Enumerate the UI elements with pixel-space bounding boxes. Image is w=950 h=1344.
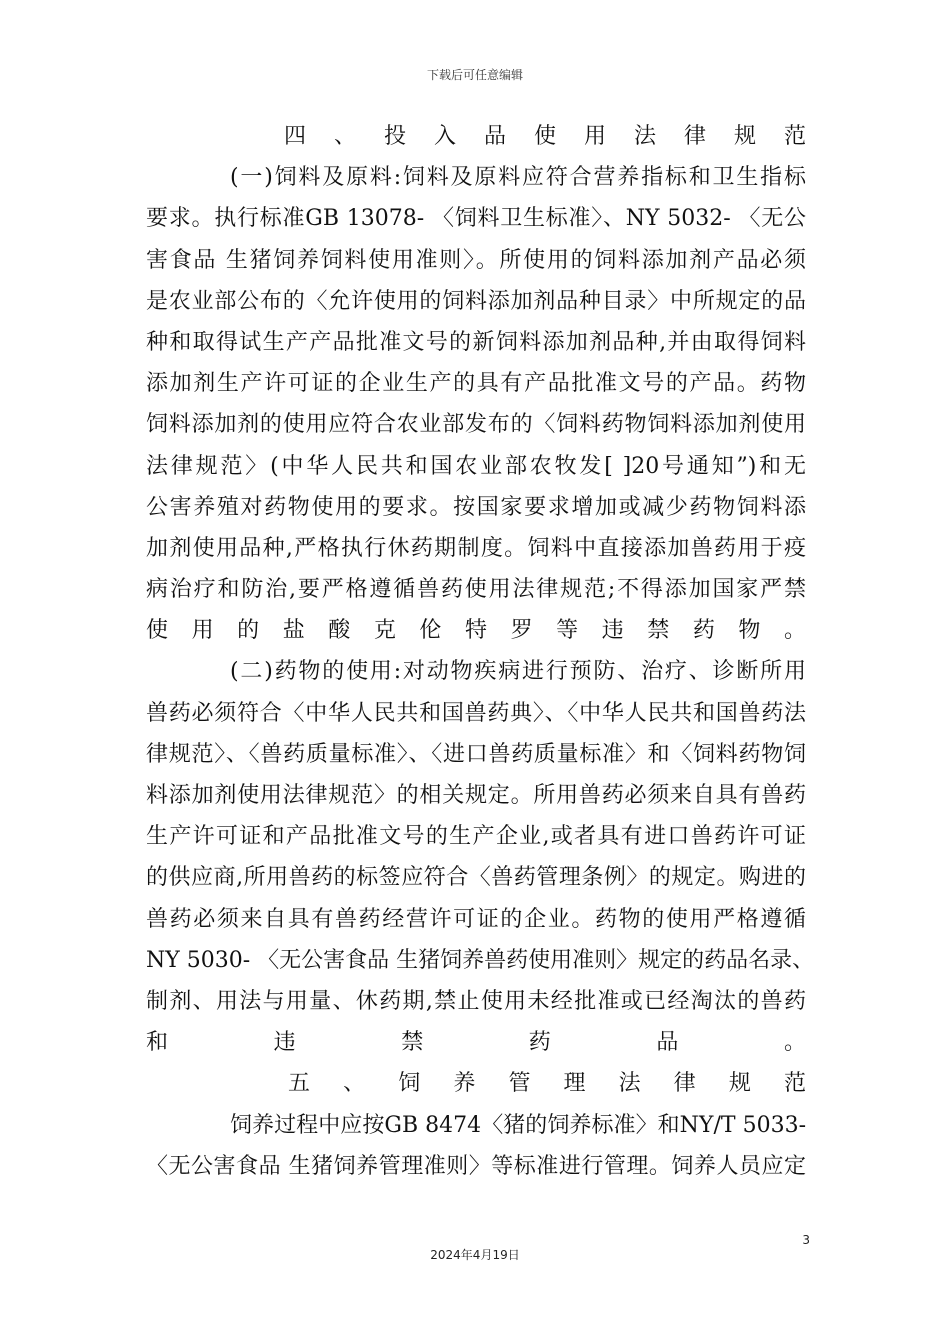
paragraph-line: (一)饲料及原料:饲料及原料应符合营养指标和卫生指标 <box>230 165 806 191</box>
page-footer-date: 2024年4月19日 <box>430 1248 520 1262</box>
paragraph-line: (二)药物的使用:对动物疾病进行预防、治疗、诊断所用 <box>230 659 806 685</box>
paragraph-line: 病治疗和防治,要严格遵循兽药使用法律规范;不得添加国家严禁 <box>146 577 806 603</box>
paragraph-line: 害食品 生猪饲养饲料使用准则〉。所使用的饲料添加剂产品必须 <box>146 247 806 273</box>
paragraph-line: 饲料添加剂的使用应符合农业部发布的〈饲料药物饲料添加剂使用 <box>146 412 806 438</box>
paragraph-line: 种和取得试生产产品批准文号的新饲料添加剂品种,并由取得饲料 <box>146 329 806 355</box>
page-header: 下载后可任意编辑 <box>426 68 523 82</box>
section-heading-4: 四 、 投 入 品 使 用 法 律 规 范 <box>284 124 806 149</box>
paragraph-line: 〈无公害食品 生猪饲养管理准则〉等标准进行管理。饲养人员应定 <box>146 1153 806 1179</box>
paragraph-line: 要求。执行标准GB 13078- 〈饲料卫生标准〉、NY 5032- 〈无公 <box>146 206 806 232</box>
paragraph-line: 饲养过程中应按GB 8474〈猪的饲养标准〉和NY/T 5033- <box>230 1112 806 1138</box>
page-number: 3 <box>802 1233 810 1247</box>
paragraph-line: 兽药必须符合〈中华人民共和国兽药典〉、〈中华人民共和国兽药法 <box>146 700 806 726</box>
paragraph-line: 制剂、用法与用量、休药期,禁止使用未经批准或已经淘汰的兽药 <box>146 988 806 1014</box>
paragraph-line: 法律规范〉(中华人民共和国农业部农牧发[ ]20号通知”)和无 <box>146 453 806 479</box>
paragraph-line: 是农业部公布的〈允许使用的饲料添加剂品种目录〉中所规定的品 <box>146 288 806 314</box>
section-heading-5: 五 、 饲 养 管 理 法 律 规 范 <box>288 1071 806 1097</box>
paragraph-line: 生产许可证和产品批准文号的生产企业,或者具有进口兽药许可证 <box>146 824 806 850</box>
paragraph-line: 的供应商,所用兽药的标签应符合〈兽药管理条例〉的规定。购进的 <box>146 865 806 891</box>
paragraph-line: 公害养殖对药物使用的要求。按国家要求增加或减少药物饲料添 <box>146 494 806 520</box>
paragraph-line: 使 用 的 盐 酸 克 伦 特 罗 等 违 禁 药 物 。 <box>146 618 806 644</box>
paragraph-line: 兽药必须来自具有兽药经营许可证的企业。药物的使用严格遵循 <box>146 906 806 932</box>
paragraph-line: NY 5030- 〈无公害食品 生猪饲养兽药使用准则〉规定的药品名录、 <box>146 947 815 973</box>
paragraph-line: 加剂使用品种,严格执行休药期制度。饲料中直接添加兽药用于疫 <box>146 535 806 561</box>
paragraph-line: 料添加剂使用法律规范〉的相关规定。所用兽药必须来自具有兽药 <box>146 783 806 808</box>
paragraph-line: 律规范〉、〈兽药质量标准〉、〈进口兽药质量标准〉和〈饲料药物饲 <box>146 741 806 767</box>
document-body <box>146 116 815 1187</box>
paragraph-line: 添加剂生产许可证的企业生产的具有产品批准文号的产品。药物 <box>146 371 806 397</box>
paragraph-line: 和 违 禁 药 品 。 <box>146 1030 806 1056</box>
